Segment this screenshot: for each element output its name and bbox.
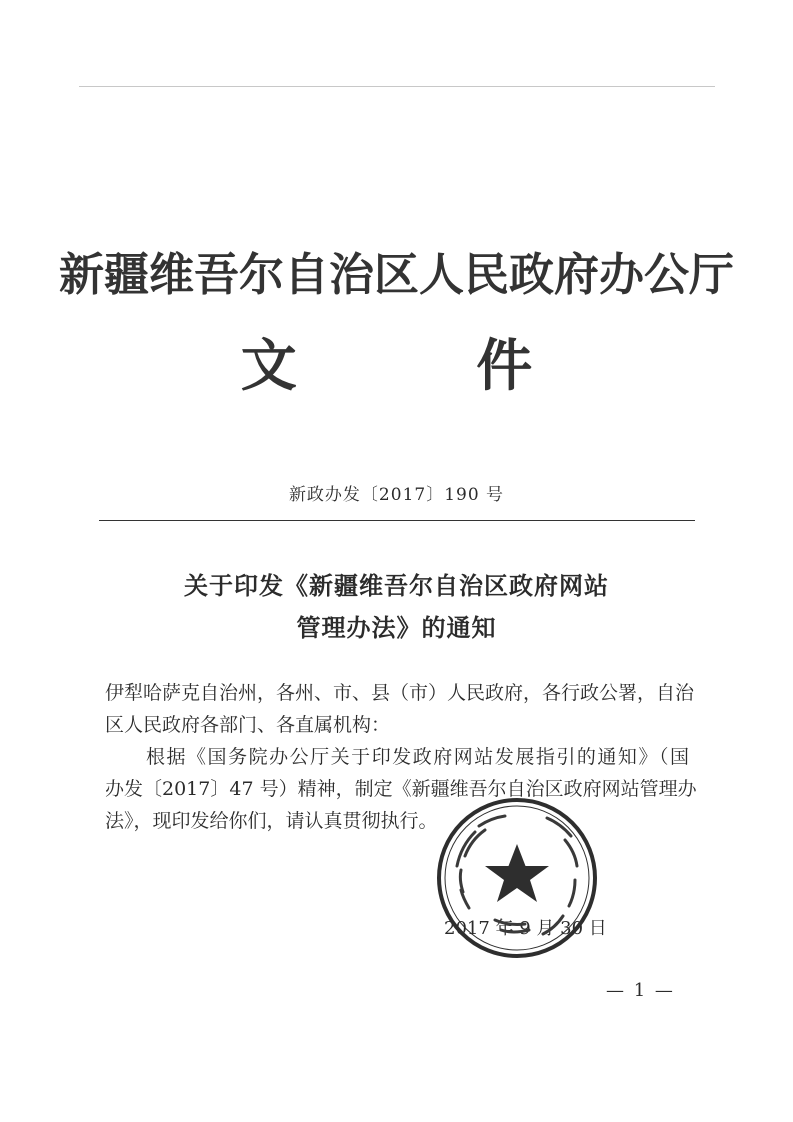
issuer-heading: 新疆维吾尔自治区人民政府办公厅: [58, 248, 734, 301]
paragraph-line-2: 办发〔2017〕47 号）精神，制定《新疆维吾尔自治区政府网站管理办: [105, 778, 697, 800]
document-number: 新政办发〔2017〕190 号: [288, 485, 505, 505]
recipients-line-2: 区人民政府各部门、各直属机构：: [105, 714, 391, 736]
notice-title-line-1: 关于印发《新疆维吾尔自治区政府网站: [184, 571, 609, 600]
title-divider: [99, 520, 695, 521]
paragraph-line-3: 法》，现印发给你们，请认真贯彻执行。: [105, 810, 438, 832]
page-number: — 1 —: [606, 980, 675, 1001]
top-divider: [79, 86, 715, 87]
official-seal-icon: [435, 796, 599, 960]
issue-date: 2017 年 9 月 30 日: [444, 918, 607, 939]
document-label: 文 件: [240, 334, 613, 399]
notice-title-line-2: 管理办法》的通知: [296, 613, 497, 642]
paragraph-line-1: 根据《国务院办公厅关于印发政府网站发展指引的通知》（国: [146, 746, 689, 768]
recipients-line-1: 伊犁哈萨克自治州，各州、市、县（市）人民政府，各行政公署，自治: [105, 682, 695, 704]
